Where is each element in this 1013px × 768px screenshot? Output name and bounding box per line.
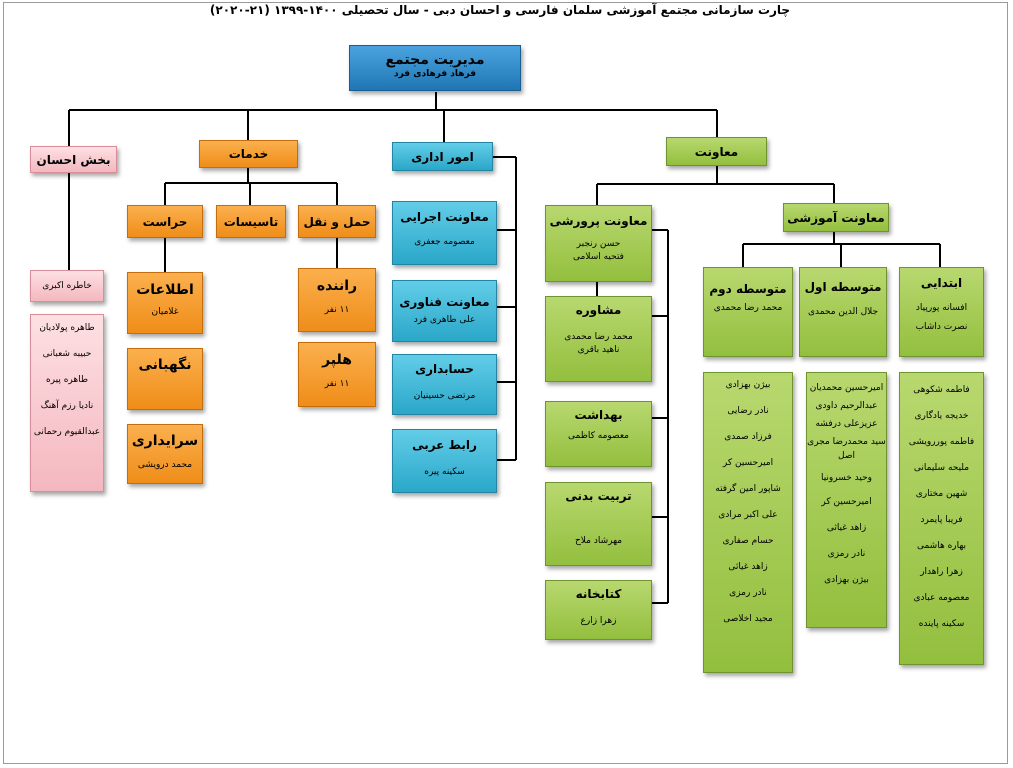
staff-name: عبدالرحیم داودی [815, 401, 878, 411]
staff-name: معصومه عبادی [913, 593, 970, 603]
staff-name: سید محمدرضا مجری اصل [807, 437, 886, 461]
high1-box [799, 267, 887, 357]
facilities-box [216, 205, 286, 238]
driver-box [298, 268, 376, 332]
high2-staff-list [703, 372, 793, 673]
high2-title: متوسطه دوم [709, 282, 787, 296]
guard-box [127, 348, 203, 410]
chart-title: چارت سازمانی مجتمع آموزشی سلمان فارسی و احسان دبی - سال تحصیلی ۱۴۰۰-۱۳۹۹ (۲۱-۲۰۲۰) [209, 3, 791, 17]
tech-deputy-title: معاونت فناوری [399, 295, 490, 309]
helper-box [298, 342, 376, 407]
security-title: حراست [142, 215, 188, 229]
helper-count: ۱۱ نفر [324, 379, 350, 389]
tech-deputy-box [392, 280, 497, 342]
ehsan-head-box [30, 270, 104, 302]
admin-box [392, 142, 493, 171]
accounting-title: حسابداری [415, 362, 474, 376]
primary-staff-list [899, 372, 984, 665]
health-name: معصومه کاظمی [567, 431, 630, 441]
staff-name: وحید خسرونیا [820, 473, 873, 483]
helper-title: هلپر [322, 352, 352, 368]
counseling-title: مشاوره [575, 303, 622, 317]
transport-box [298, 205, 376, 238]
library-title: کتابخانه [575, 587, 622, 601]
security-box [127, 205, 203, 238]
info-box [127, 272, 203, 334]
management-title: مدیریت مجتمع [385, 52, 485, 68]
management-name: فرهاد فرهادی فرد [393, 69, 477, 79]
admin-title: امور اداری [411, 150, 474, 164]
high2-box [703, 267, 793, 357]
ehsan-title: بخش احسان [36, 153, 111, 167]
counseling-name: محمد رضا محمدی [564, 332, 633, 342]
accounting-name: مرتضی حسینیان [413, 391, 476, 401]
staff-name: نادر رمزی [729, 588, 767, 598]
staff-name: ملیحه سلیمانی [913, 463, 970, 473]
arab-liaison-title: رابط عربی [412, 438, 477, 452]
staff-name: زاهد غیاثی [826, 523, 867, 533]
pe-box [545, 482, 652, 566]
driver-title: راننده [316, 278, 358, 294]
info-name: غلامیان [151, 307, 179, 317]
deputy-title: معاونت [694, 145, 739, 159]
ehsan-member: عبدالقیوم رحمانی [33, 427, 101, 437]
staff-name: بیژن بهزادی [824, 575, 869, 585]
driver-count: ۱۱ نفر [324, 305, 350, 315]
high1-head: جلال الدین محمدی [807, 307, 879, 317]
exec-deputy-box [392, 201, 497, 265]
staff-name: بیژن بهزادی [725, 380, 771, 390]
counseling-name: ناهید باقری [577, 345, 620, 355]
counseling-box [545, 296, 652, 382]
services-title: خدمات [228, 147, 269, 161]
staff-name: مجید اخلاصی [723, 614, 773, 624]
primary-box [899, 267, 984, 357]
staff-name: امیرحسین کر [821, 497, 872, 507]
staff-name: نادر رضایی [727, 406, 769, 416]
staff-name: فاطمه شکوهی [913, 385, 970, 395]
primary-head: نصرت داشاب [915, 322, 968, 332]
staff-name: بهاره هاشمی [916, 541, 967, 551]
accounting-box [392, 354, 497, 415]
library-box [545, 580, 652, 640]
deputy-box [666, 137, 767, 166]
high1-title: متوسطه اول [804, 280, 882, 294]
ehsan-member: نادیا رزم آهنگ [40, 401, 94, 411]
ehsan-member: طاهره پولادیان [39, 323, 95, 333]
staff-name: شاپور امین گرفته [715, 484, 781, 494]
janitor-name: محمد درویشی [137, 460, 193, 470]
janitor-box [127, 424, 203, 484]
nurture-deputy-name: فتحیه اسلامی [573, 252, 624, 262]
education-deputy-box [783, 203, 889, 232]
staff-name: سکینه پاینده [918, 619, 965, 629]
high1-staff-list [806, 372, 887, 628]
ehsan-box [30, 146, 117, 173]
staff-name: فرزاد صمدی [724, 432, 772, 442]
staff-name: زهرا راهدار [920, 567, 963, 577]
ehsan-head: خاطره اکبری [42, 281, 92, 291]
staff-name: فریبا پایمرد [920, 515, 963, 525]
exec-deputy-title: معاونت اجرایی [400, 210, 489, 224]
staff-name: امیرحسین کر [722, 458, 774, 468]
arab-liaison-name: سکینه پیره [424, 467, 465, 477]
staff-name: زاهد غیاثی [728, 562, 768, 572]
ehsan-member: حبیبه شعبانی [42, 349, 92, 359]
management-box [349, 45, 521, 91]
staff-name: نادر رمزی [827, 549, 866, 559]
arab-liaison-box [392, 429, 497, 493]
staff-name: شهین مختاری [915, 489, 968, 499]
education-deputy-title: معاونت آموزشی [787, 211, 885, 225]
nurture-deputy-box [545, 205, 652, 282]
primary-title: ابتدایی [920, 276, 963, 290]
ehsan-members-box [30, 314, 104, 492]
nurture-deputy-name: حسن رنجبر [576, 239, 621, 249]
janitor-title: سرایداری [131, 433, 199, 449]
staff-name: حسام صفاری [722, 536, 774, 546]
info-title: اطلاعات [136, 282, 194, 298]
staff-name: فاطمه پوررویشی [908, 437, 975, 447]
library-name: زهرا زارع [580, 616, 617, 626]
pe-title: تربیت بدنی [565, 489, 632, 503]
facilities-title: تاسیسات [223, 215, 279, 229]
exec-deputy-name: معصومه جعفری [414, 237, 475, 247]
staff-name: امیرحسین محمدیان [809, 383, 884, 393]
primary-head: افسانه پورپیاد [915, 303, 968, 313]
health-box [545, 401, 652, 467]
staff-name: عزیزعلی درفشه [815, 419, 878, 429]
staff-name: علی اکبر مرادی [718, 510, 778, 520]
transport-title: حمل و نقل [303, 215, 371, 229]
ehsan-member: طاهره پیره [45, 375, 89, 385]
guard-title: نگهبانی [138, 357, 192, 373]
services-box [199, 140, 298, 168]
nurture-deputy-title: معاونت پرورشی [549, 214, 648, 228]
tech-deputy-name: علی طاهری فرد [413, 315, 476, 325]
staff-name: خدیجه یادگاری [914, 411, 969, 421]
high2-head: محمد رضا محمدی [713, 303, 783, 313]
health-title: بهداشت [574, 408, 623, 422]
pe-name: مهرشاد ملاح [574, 536, 623, 546]
